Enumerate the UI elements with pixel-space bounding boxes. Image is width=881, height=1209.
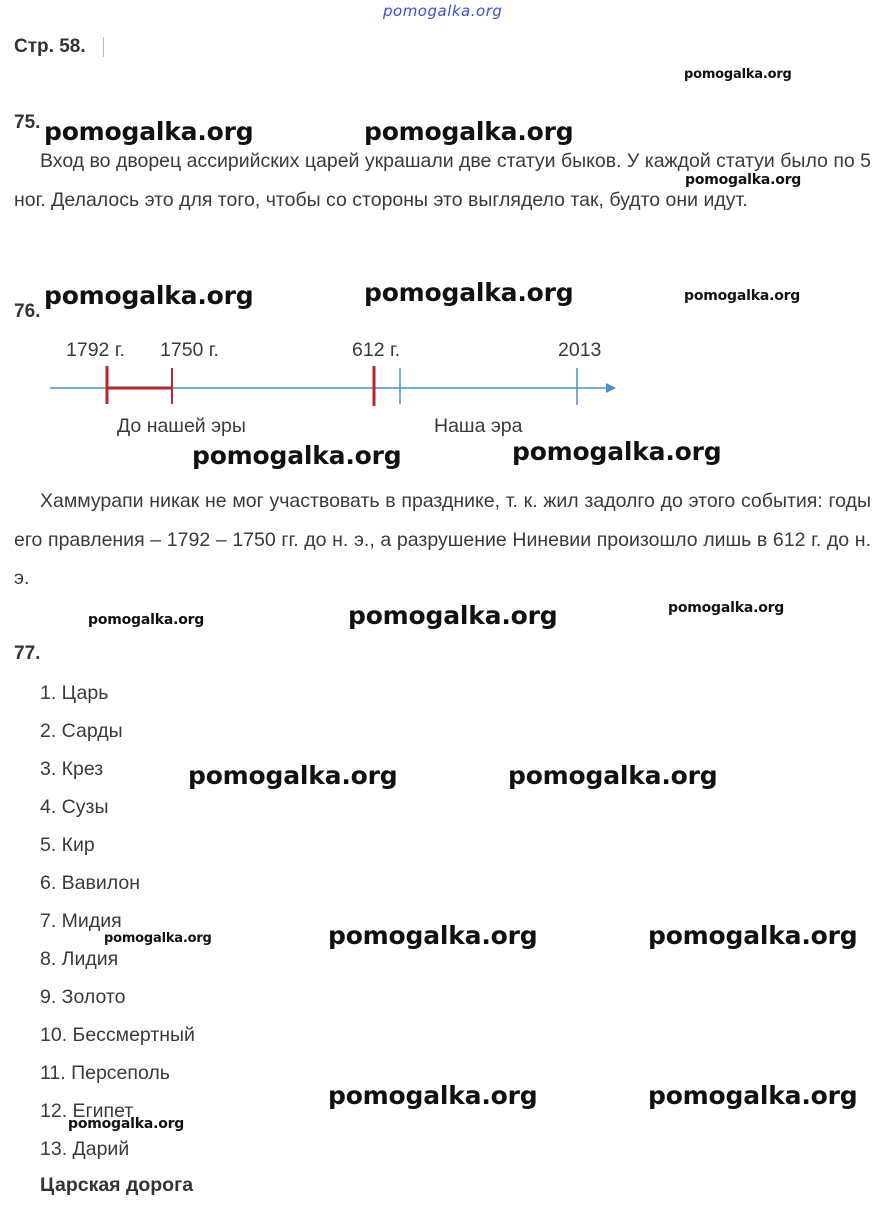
watermark: pomogalka.org — [348, 601, 558, 630]
list-item: 6. Вавилон — [40, 872, 140, 894]
timeline-era-bc: До нашей эры — [117, 415, 246, 437]
task-75-number: 75. — [14, 112, 41, 133]
watermark: pomogalka.org — [104, 931, 212, 946]
list-item: 2. Сарды — [40, 720, 123, 742]
list-item: 9. Золото — [40, 986, 126, 1008]
timeline-arrow-head — [606, 383, 616, 393]
watermark: pomogalka.org — [684, 288, 801, 304]
list-item: 10. Бессмертный — [40, 1024, 195, 1046]
list-item: 7. Мидия — [40, 910, 122, 932]
task-77-answer: Царская дорога — [40, 1174, 194, 1196]
watermark-top: pomogalka.org — [383, 2, 503, 20]
watermark: pomogalka.org — [328, 921, 538, 950]
list-item: 11. Персеполь — [40, 1062, 170, 1084]
list-item: 5. Кир — [40, 834, 95, 856]
watermark: pomogalka.org — [44, 281, 254, 310]
list-item: 8. Лидия — [40, 948, 119, 970]
watermark: pomogalka.org — [68, 1116, 185, 1132]
timeline-diagram — [0, 360, 881, 410]
list-item: 3. Крез — [40, 758, 104, 780]
watermark: pomogalka.org — [508, 761, 718, 790]
watermark: pomogalka.org — [364, 278, 574, 307]
watermark: pomogalka.org — [668, 600, 785, 616]
watermark: pomogalka.org — [44, 117, 254, 146]
task-75-text: Вход во дворец ассирийских царей украшали две статуи быков. У каждой статуи было по 5 ног. Делалось это для того, чтобы со стороны это выглядело так, будто они идут. — [14, 150, 871, 211]
watermark: pomogalka.org — [188, 761, 398, 790]
task-77-number: 77. — [14, 643, 41, 664]
timeline-label-2013: 2013 — [558, 339, 602, 361]
list-item: 12. Египет — [40, 1100, 134, 1122]
list-item: 13. Дарий — [40, 1138, 130, 1160]
watermark: pomogalka.org — [648, 1081, 858, 1110]
watermark: pomogalka.org — [685, 172, 802, 188]
text-cursor — [103, 37, 104, 57]
task-77-answer-list — [40, 674, 195, 1168]
task-76-text: Хаммурапи никак не мог участвовать в празднике, т. к. жил задолго до этого события: годы его правления – 1792 – 1750 гг. до н. э., а разрушение Ниневии произошло лишь в 612 г. до н. э. — [14, 490, 871, 589]
timeline-label-1792: 1792 г. — [66, 339, 125, 361]
timeline-label-612: 612 г. — [352, 339, 401, 361]
watermark: pomogalka.org — [364, 117, 574, 146]
watermark: pomogalka.org — [192, 441, 402, 470]
task-76-number: 76. — [14, 301, 41, 322]
watermark: pomogalka.org — [88, 612, 205, 628]
timeline-label-1750: 1750 г. — [160, 339, 219, 361]
watermark: pomogalka.org — [684, 67, 792, 82]
watermark: pomogalka.org — [328, 1081, 538, 1110]
watermark: pomogalka.org — [648, 921, 858, 950]
list-item: 1. Царь — [40, 682, 109, 704]
list-item: 4. Сузы — [40, 796, 109, 818]
timeline-era-ad: Наша эра — [434, 415, 523, 437]
watermark: pomogalka.org — [512, 437, 722, 466]
page-heading: Стр. 58. — [14, 36, 86, 57]
